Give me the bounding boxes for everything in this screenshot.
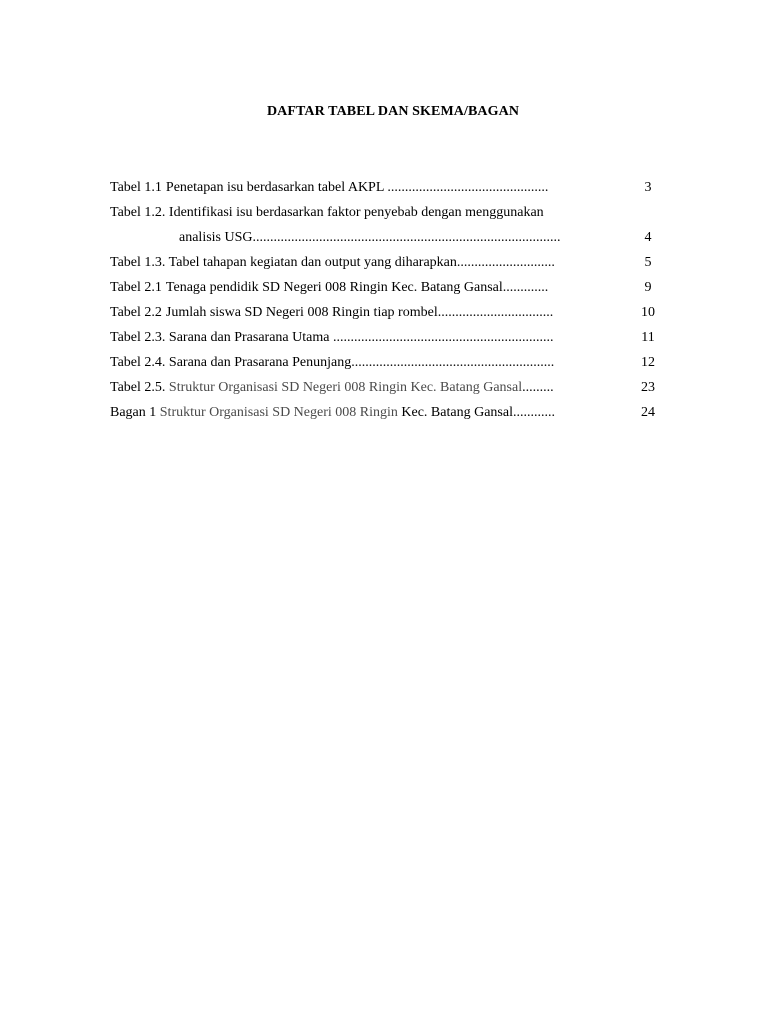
- toc-entry-text: [110, 328, 553, 348]
- toc-entry-label: Tabel 2.2: [110, 305, 162, 320]
- toc-entry-text: [110, 378, 554, 398]
- toc-entry-label: Tabel 2.1: [110, 280, 162, 295]
- toc-entry-page-number: 5: [644, 255, 652, 270]
- toc-entry-title: Struktur Organisasi SD Negeri 008 Ringin Kec. Batang Gansal: [168, 380, 523, 395]
- toc-entry-page-number: 11: [641, 330, 655, 345]
- toc-entry-leader: ..........................................................: [351, 355, 555, 370]
- toc-entry-title: Penetapan isu berdasarkan tabel AKPL: [165, 180, 384, 195]
- toc-entry-title: Identifikasi isu berdasarkan faktor penyebab dengan menggunakan: [168, 205, 544, 220]
- toc-entry-tabel-1-2: [110, 203, 670, 223]
- toc-entry-label: Tabel 1.1: [110, 180, 162, 195]
- toc-entry-tabel-1-2-continuation: [110, 228, 670, 248]
- toc-entry-tabel-2-2: [110, 303, 670, 323]
- toc-entry-tabel-1-1: [110, 178, 670, 198]
- toc-entry-page-number: 9: [644, 280, 652, 295]
- toc-entry-leader: .............: [502, 280, 549, 295]
- toc-entry-label: Tabel 2.5.: [110, 380, 166, 395]
- toc-entry-continuation: analisis USG: [179, 230, 253, 245]
- toc-entry-leader: ............................: [456, 255, 555, 270]
- toc-entry-page-number: 12: [641, 355, 655, 370]
- toc-entry-title: Sarana dan Prasarana Penunjang: [168, 355, 352, 370]
- toc-entry-page-number: 23: [641, 380, 655, 395]
- toc-entry-tabel-2-4: [110, 353, 670, 373]
- toc-entry-page-number: 10: [641, 305, 655, 320]
- toc-entry-leader: ............: [512, 405, 555, 420]
- toc-entry-tabel-2-3: [110, 328, 670, 348]
- toc-entry-page-number: 3: [644, 180, 652, 195]
- toc-entry-leader: .........: [522, 380, 554, 395]
- page-title: DAFTAR TABEL DAN SKEMA/BAGAN: [266, 104, 520, 119]
- toc-entry-bagan-1: [110, 403, 670, 423]
- toc-entry-title: Jumlah siswa SD Negeri 008 Ringin tiap rombel: [165, 305, 438, 320]
- toc-entry-title-suffix: Kec. Batang Gansal: [401, 405, 513, 420]
- toc-entry-tabel-1-3: [110, 253, 670, 273]
- toc-entry-page-number: 4: [644, 230, 652, 245]
- toc-entry-text: [110, 253, 555, 273]
- toc-entry-title: Tabel tahapan kegiatan dan output yang diharapkan: [168, 255, 457, 270]
- toc-entry-text: [110, 278, 548, 298]
- toc-entry-text: [179, 228, 561, 248]
- toc-entry-leader: ...............................................................: [329, 330, 554, 345]
- toc-entry-text: [110, 353, 554, 373]
- toc-entry-tabel-2-1: [110, 278, 670, 298]
- toc-entry-label: Tabel 2.3.: [110, 330, 166, 345]
- toc-entry-leader: ........................................................................................: [252, 230, 561, 245]
- toc-entry-label: Tabel 2.4.: [110, 355, 166, 370]
- toc-entry-label: Tabel 1.2.: [110, 205, 166, 220]
- toc-entry-title: Sarana dan Prasarana Utama: [168, 330, 330, 345]
- toc-entry-text: [110, 303, 553, 323]
- toc-entry-leader: ..............................................: [383, 180, 549, 195]
- toc-entry-text: [110, 203, 544, 223]
- toc-entry-title: Tenaga pendidik SD Negeri 008 Ringin Kec. Batang Gansal: [165, 280, 503, 295]
- toc-entry-leader: .................................: [437, 305, 554, 320]
- toc-entry-label: Tabel 1.3.: [110, 255, 166, 270]
- toc-entry-text: [110, 178, 548, 198]
- toc-entry-page-number: 24: [641, 405, 655, 420]
- toc-entry-label: Bagan 1: [110, 405, 157, 420]
- toc-entry-tabel-2-5: [110, 378, 670, 398]
- toc-entry-text: [110, 403, 555, 423]
- toc-entry-title: Struktur Organisasi SD Negeri 008 Ringin: [159, 405, 398, 420]
